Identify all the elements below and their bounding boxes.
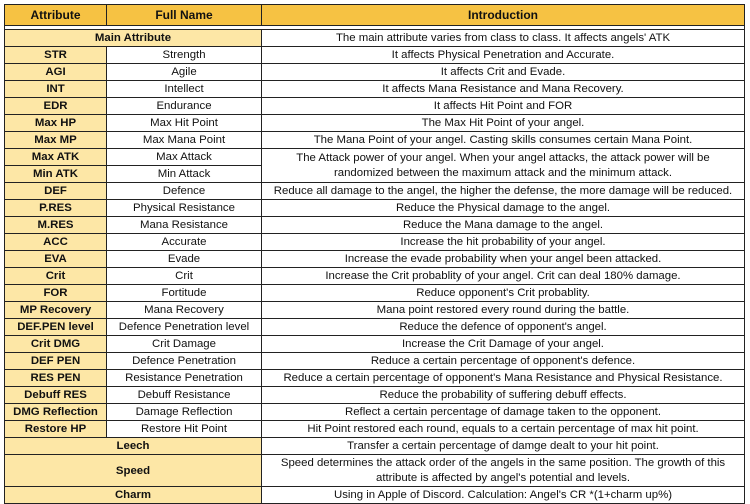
- intro-cell: Reduce all damage to the angel, the higher the defense, the more damage will be reduced.: [262, 183, 745, 200]
- table-row: [5, 336, 745, 353]
- intro-cell: Hit Point restored each round, equals to a certain percentage of max hit point.: [262, 421, 745, 438]
- full-name-cell: Mana Resistance: [107, 217, 262, 234]
- header-attribute: Attribute: [5, 5, 107, 26]
- table-row: [5, 353, 745, 370]
- intro-cell: Reduce the Physical damage to the angel.: [262, 200, 745, 217]
- full-name-cell: Evade: [107, 251, 262, 268]
- intro-cell: It affects Crit and Evade.: [262, 64, 745, 81]
- table-row: [5, 183, 745, 200]
- intro-cell: The Attack power of your angel. When your angel attacks, the attack power will be randomized between the maximum attack and the minimum attack.: [262, 149, 745, 183]
- full-name-cell: Agile: [107, 64, 262, 81]
- intro-cell: Reduce a certain percentage of opponent's Mana Resistance and Physical Resistance.: [262, 370, 745, 387]
- attribute-cell: Max HP: [5, 115, 107, 132]
- intro-cell: The Mana Point of your angel. Casting skills consumes certain Mana Point.: [262, 132, 745, 149]
- table-row: [5, 421, 745, 438]
- full-name-cell: Endurance: [107, 98, 262, 115]
- attribute-cell: AGI: [5, 64, 107, 81]
- intro-cell: Increase the Crit probablity of your angel. Crit can deal 180% damage.: [262, 268, 745, 285]
- full-name-cell: Crit Damage: [107, 336, 262, 353]
- full-name-cell: Max Attack: [107, 149, 262, 166]
- table-row: [5, 319, 745, 336]
- table-row: [5, 217, 745, 234]
- attribute-cell: Max MP: [5, 132, 107, 149]
- intro-cell: Reflect a certain percentage of damage taken to the opponent.: [262, 404, 745, 421]
- attribute-cell: RES PEN: [5, 370, 107, 387]
- full-name-cell: Strength: [107, 47, 262, 64]
- attribute-cell: M.RES: [5, 217, 107, 234]
- intro-cell: Mana point restored every round during the battle.: [262, 302, 745, 319]
- full-name-cell: Defence: [107, 183, 262, 200]
- full-name-cell: Damage Reflection: [107, 404, 262, 421]
- attribute-cell: Crit: [5, 268, 107, 285]
- full-name-cell: Physical Resistance: [107, 200, 262, 217]
- full-name-cell: Debuff Resistance: [107, 387, 262, 404]
- full-name-cell: Defence Penetration level: [107, 319, 262, 336]
- full-name-cell: Intellect: [107, 81, 262, 98]
- intro-cell: The Max Hit Point of your angel.: [262, 115, 745, 132]
- attribute-cell: ACC: [5, 234, 107, 251]
- attribute-cell: INT: [5, 81, 107, 98]
- full-name-cell: Defence Penetration: [107, 353, 262, 370]
- charm-label: Charm: [5, 487, 262, 504]
- header-full-name: Full Name: [107, 5, 262, 26]
- speed-row: [5, 455, 745, 487]
- intro-cell: Reduce the defence of opponent's angel.: [262, 319, 745, 336]
- leech-row: [5, 438, 745, 455]
- full-name-cell: Max Mana Point: [107, 132, 262, 149]
- attribute-cell: DEF.PEN level: [5, 319, 107, 336]
- speed-label: Speed: [5, 455, 262, 487]
- table-row: [5, 132, 745, 149]
- full-name-cell: Accurate: [107, 234, 262, 251]
- table-row: [5, 234, 745, 251]
- attribute-cell: STR: [5, 47, 107, 64]
- table-row: [5, 387, 745, 404]
- charm-row: [5, 487, 745, 504]
- table-row: [5, 81, 745, 98]
- attribute-cell: DEF PEN: [5, 353, 107, 370]
- table-row: [5, 251, 745, 268]
- header-row: [5, 5, 745, 26]
- table-row: [5, 302, 745, 319]
- header-introduction: Introduction: [262, 5, 745, 26]
- attribute-cell: FOR: [5, 285, 107, 302]
- attribute-cell: Restore HP: [5, 421, 107, 438]
- full-name-cell: Restore Hit Point: [107, 421, 262, 438]
- table-row: [5, 64, 745, 81]
- full-name-cell: Min Attack: [107, 166, 262, 183]
- table-row: [5, 149, 745, 166]
- intro-cell: Increase the hit probability of your angel.: [262, 234, 745, 251]
- attribute-table: [4, 4, 745, 504]
- attribute-cell: DEF: [5, 183, 107, 200]
- full-name-cell: Mana Recovery: [107, 302, 262, 319]
- table-row: [5, 404, 745, 421]
- full-name-cell: Crit: [107, 268, 262, 285]
- intro-cell: Increase the evade probability when your angel been attacked.: [262, 251, 745, 268]
- main-attribute-label: Main Attribute: [5, 30, 262, 47]
- intro-cell: It affects Hit Point and FOR: [262, 98, 745, 115]
- intro-cell: Increase the Crit Damage of your angel.: [262, 336, 745, 353]
- full-name-cell: Fortitude: [107, 285, 262, 302]
- attribute-cell: Min ATK: [5, 166, 107, 183]
- table-row: [5, 98, 745, 115]
- attribute-cell: Crit DMG: [5, 336, 107, 353]
- main-attribute-intro: The main attribute varies from class to class. It affects angels' ATK: [262, 30, 745, 47]
- table-row: [5, 285, 745, 302]
- intro-cell: It affects Mana Resistance and Mana Recovery.: [262, 81, 745, 98]
- attribute-cell: Max ATK: [5, 149, 107, 166]
- speed-intro: Speed determines the attack order of the angels in the same position. The growth of this attribute is affected by angel's potential and levels.: [262, 455, 745, 487]
- attribute-cell: MP Recovery: [5, 302, 107, 319]
- leech-label: Leech: [5, 438, 262, 455]
- intro-cell: Reduce the probability of suffering debuff effects.: [262, 387, 745, 404]
- attribute-cell: Debuff RES: [5, 387, 107, 404]
- attribute-cell: DMG Reflection: [5, 404, 107, 421]
- table-row: [5, 200, 745, 217]
- intro-cell: Reduce the Mana damage to the angel.: [262, 217, 745, 234]
- table-row: [5, 115, 745, 132]
- attribute-cell: P.RES: [5, 200, 107, 217]
- table-row: [5, 47, 745, 64]
- attribute-cell: EDR: [5, 98, 107, 115]
- intro-cell: Reduce a certain percentage of opponent's defence.: [262, 353, 745, 370]
- full-name-cell: Resistance Penetration: [107, 370, 262, 387]
- intro-cell: Reduce opponent's Crit probablity.: [262, 285, 745, 302]
- intro-cell: It affects Physical Penetration and Accurate.: [262, 47, 745, 64]
- table-row: [5, 268, 745, 285]
- table-row: [5, 370, 745, 387]
- charm-intro: Using in Apple of Discord. Calculation: Angel's CR *(1+charm up%): [262, 487, 745, 504]
- main-attribute-row: [5, 30, 745, 47]
- full-name-cell: Max Hit Point: [107, 115, 262, 132]
- leech-intro: Transfer a certain percentage of damge dealt to your hit point.: [262, 438, 745, 455]
- attribute-cell: EVA: [5, 251, 107, 268]
